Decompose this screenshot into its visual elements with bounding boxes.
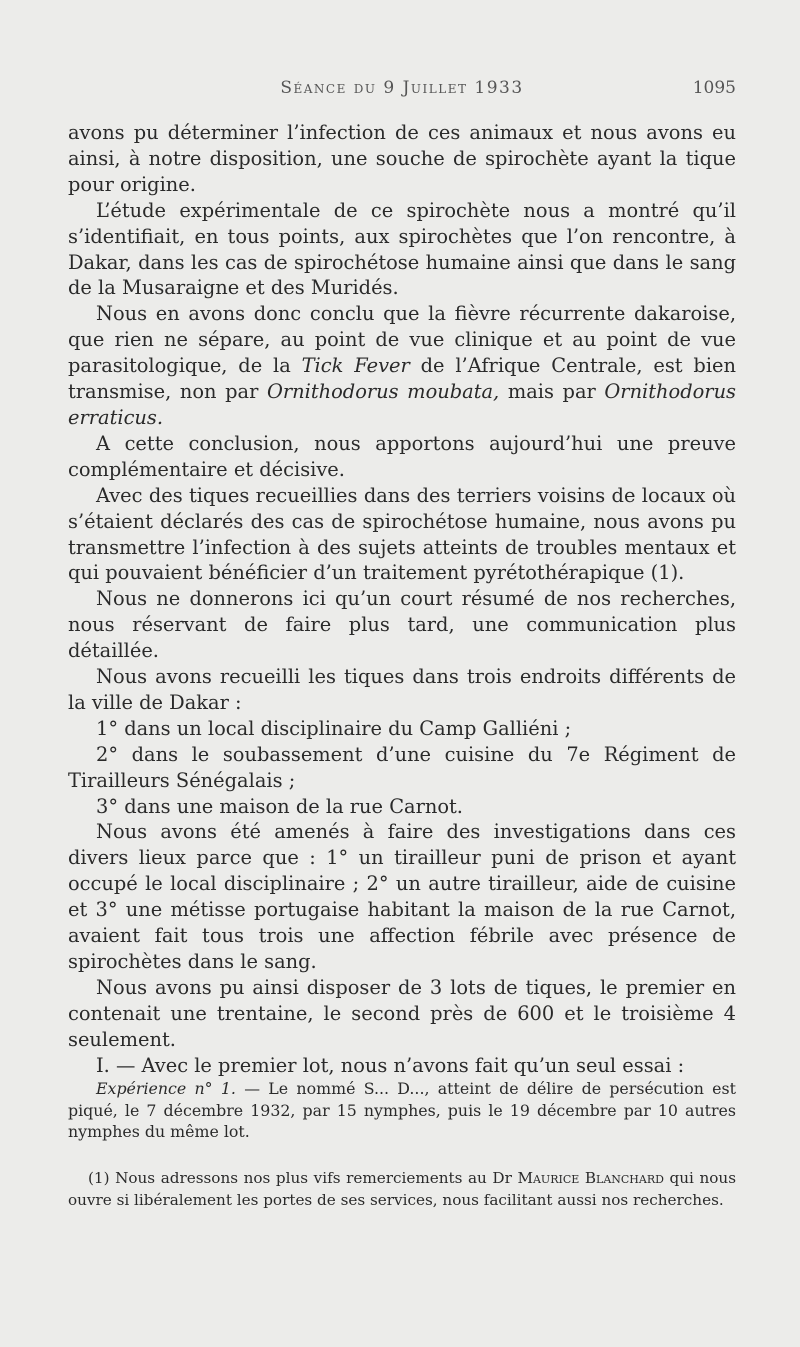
footnote-name: Maurice Blanchard (517, 1169, 664, 1187)
italic-term: Ornithodorus moubata, (266, 380, 500, 404)
list-item: 2° dans le soubassement d’une cuisine du 7e Régiment de Tirailleurs Sénégalais ; (68, 742, 736, 792)
page-header (68, 78, 736, 108)
experience-paragraph: Expérience n° 1. — Le nommé S... D..., atteint de délire de persécution est piqué, le 7 décembre 1932, par 15 nymphes, puis le 19 décembre par 10 autres nymphes du même lot. (68, 1079, 736, 1141)
footnote (68, 1168, 736, 1211)
running-head: Séance du 9 Juillet 1933 (280, 78, 524, 98)
body-text (68, 120, 736, 1079)
list-item: 3° dans une maison de la rue Carnot. (96, 794, 463, 818)
paragraph: Nous avons été amenés à faire des investigations dans ces divers lieux parce que : 1° un tirailleur puni de prison et ayant occupé le local disciplinaire ; 2° un autre tirailleur, aide de cuisine et 3° une métisse portugaise habitant la maison de la rue Carnot, avaient fait tous trois une affection fébrile avec présence de spirochètes dans le sang. (68, 820, 736, 973)
paragraph: Avec des tiques recueillies dans des terriers voisins de locaux où s’étaient déclarés des cas de spirochétose humaine, nous avons pu transmettre l’infection à des sujets atteints de troubles mentaux et qui pouvaient bénéficier d’un traitement pyrétothérapique (1). (68, 483, 736, 585)
paragraph: Nous ne donnerons ici qu’un court résumé de nos recherches, nous réservant de faire plus tard, une communication plus détaillée. (68, 587, 736, 663)
page-number: 1095 (692, 78, 736, 98)
paragraph: I. — Avec le premier lot, nous n’avons fait qu’un seul essai : (96, 1053, 685, 1077)
italic-term: Ornithodorus erraticus. (68, 380, 737, 429)
paragraph: Nous avons pu ainsi disposer de 3 lots de tiques, le premier en contenait une trentaine, le second près de 600 et le troisième 4 seulement. (68, 975, 736, 1051)
paragraph: L’étude expérimentale de ce spirochète nous a montré qu’il s’identifiait, en tous points, aux spirochètes que l’on rencontre, à Dakar, dans les cas de spirochétose humaine ainsi que dans le sang de la Musaraigne et des Muridés. (68, 198, 736, 300)
experience-block (68, 1078, 736, 1143)
paragraph: Nous en avons donc conclu que la fièvre récurrente dakaroise, que rien ne sépare, au point de vue clinique et au point de vue parasitologique, de la Tick Fever de l’Afrique Centrale, est bien transmise, non par Ornithodorus moubata, mais par Ornithodorus erraticus. (68, 302, 737, 429)
footnote-paragraph: (1) Nous adressons nos plus vifs remerciements au Dr Maurice Blanchard qui nous ouvre si libéralement les portes de ses services, nous facilitant aussi nos recherches. (68, 1169, 736, 1209)
paragraph: avons pu déterminer l’infection de ces animaux et nous avons eu ainsi, à notre disposition, une souche de spirochète ayant la tique pour origine. (68, 121, 736, 196)
experience-label: Expérience n° 1. (96, 1079, 236, 1098)
paragraph: Nous avons recueilli les tiques dans trois endroits différents de la ville de Dakar : (68, 665, 736, 714)
list-item: 1° dans un local disciplinaire du Camp Galliéni ; (96, 716, 572, 740)
paragraph: A cette conclusion, nous apportons aujourd’hui une preuve complémentaire et décisive. (68, 431, 736, 481)
italic-term: Tick Fever (301, 354, 410, 378)
